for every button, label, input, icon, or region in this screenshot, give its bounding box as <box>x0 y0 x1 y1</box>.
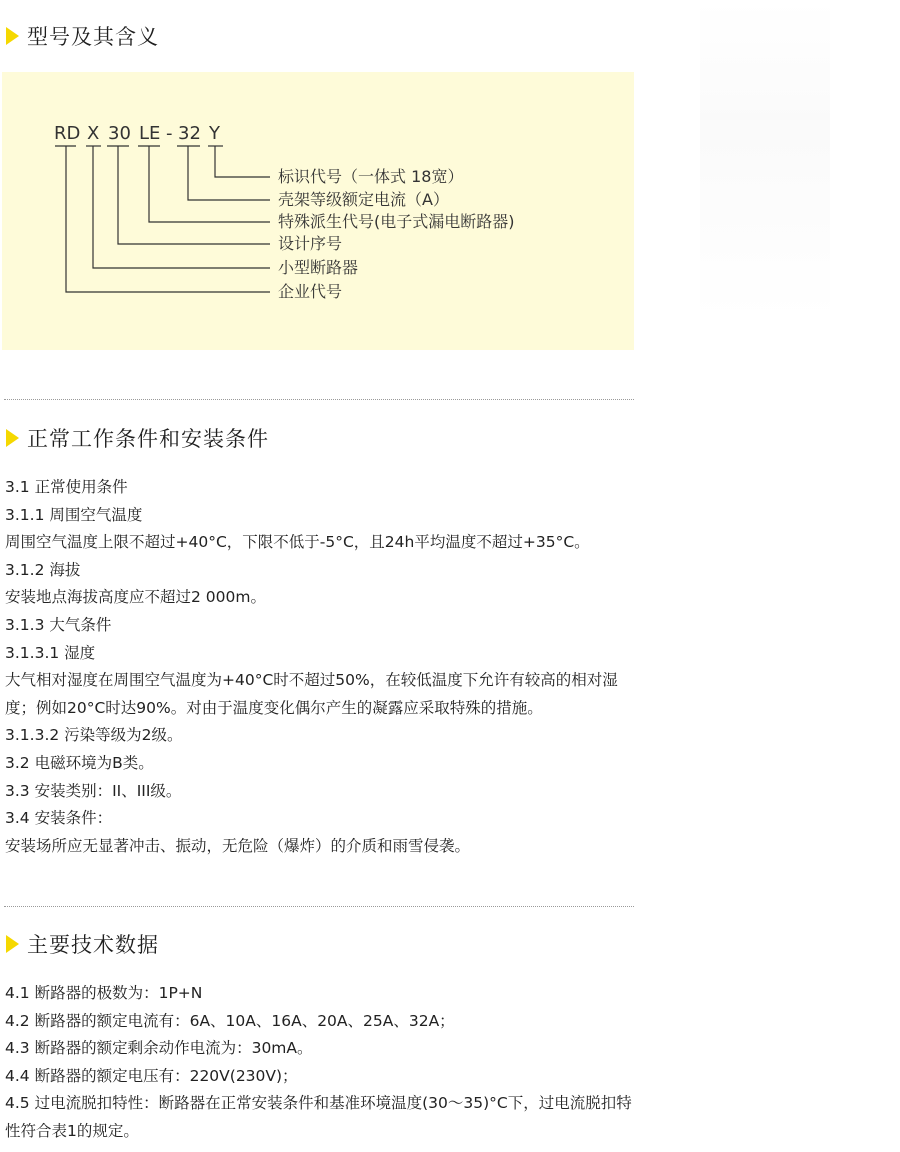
triangle-bullet-icon <box>6 429 19 447</box>
paragraph-line: 3.1.2 海拔 <box>5 560 81 579</box>
technical-text <box>5 980 637 1146</box>
section-heading-conditions <box>6 422 269 454</box>
model-code-diagram <box>2 72 634 350</box>
paragraph-line: 3.3 安装类别：II、III级。 <box>5 781 182 800</box>
paragraph-line: 安装地点海拔高度应不超过2 000m。 <box>5 588 266 607</box>
paragraph-line: 4.5 过电流脱扣特性：断路器在正常安装条件和基准环境温度(30～35)°C下，过电流脱扣特性符合表1的规定。 <box>5 1094 632 1140</box>
meaning-label: 壳架等级额定电流（A） <box>278 190 449 209</box>
code-part-rd: RD <box>54 123 81 144</box>
paragraph-line: 4.3 断路器的额定剩余动作电流为：30mA。 <box>5 1039 313 1058</box>
meaning-label: 企业代号 <box>278 282 343 301</box>
code-part-le: LE <box>139 123 161 144</box>
paragraph-line: 3.2 电磁环境为B类。 <box>5 753 154 772</box>
meaning-label: 设计序号 <box>278 234 343 253</box>
meaning-label: 特殊派生代号(电子式漏电断路器) <box>278 212 515 231</box>
code-part-30: 30 <box>108 123 131 144</box>
paragraph-line: 周围空气温度上限不超过+40°C，下限不低于-5°C，且24h平均温度不超过+35°C。 <box>5 533 590 552</box>
section-title: 主要技术数据 <box>27 933 159 957</box>
paragraph-line: 3.1.1 周围空气温度 <box>5 505 143 524</box>
meaning-label: 标识代号（一体式 18宽） <box>278 167 464 186</box>
model-code-panel <box>2 72 634 350</box>
background-fade <box>700 0 830 320</box>
triangle-bullet-icon <box>6 27 19 45</box>
conditions-text <box>5 474 637 860</box>
paragraph-line: 3.1 正常使用条件 <box>5 478 128 496</box>
paragraph-line: 3.4 安装条件： <box>5 809 113 828</box>
paragraph-line: 4.4 断路器的额定电压有：220V(230V)； <box>5 1066 298 1085</box>
paragraph-line: 安装场所应无显著冲击、振动，无危险（爆炸）的介质和雨雪侵袭。 <box>5 836 471 855</box>
code-part-x: X <box>87 123 100 144</box>
paragraph-line: 3.1.3 大气条件 <box>5 615 112 634</box>
dotted-divider <box>4 906 634 907</box>
section-title: 型号及其含义 <box>27 25 159 49</box>
dotted-divider <box>4 399 634 400</box>
code-part-dash: - <box>166 123 173 144</box>
paragraph-line: 大气相对湿度在周围空气温度为+40°C时不超过50%，在较低温度下允许有较高的相对湿度；例如20°C时达90%。对由于温度变化偶尔产生的凝露应采取特殊的措施。 <box>5 671 618 717</box>
meaning-label: 小型断路器 <box>278 258 359 277</box>
paragraph-line: 4.2 断路器的额定电流有：6A、10A、16A、20A、25A、32A； <box>5 1011 455 1030</box>
triangle-bullet-icon <box>6 935 19 953</box>
code-part-y: Y <box>209 123 220 144</box>
paragraph-line: 3.1.3.2 污染等级为2级。 <box>5 726 183 745</box>
code-part-32: 32 <box>178 123 201 144</box>
section-heading-model <box>6 20 159 52</box>
paragraph-line: 4.1 断路器的极数为：1P+N <box>5 984 203 1002</box>
section-heading-technical <box>6 928 159 960</box>
paragraph-line: 3.1.3.1 湿度 <box>5 643 96 662</box>
section-title: 正常工作条件和安装条件 <box>27 427 269 451</box>
bracket-lines <box>55 146 270 292</box>
